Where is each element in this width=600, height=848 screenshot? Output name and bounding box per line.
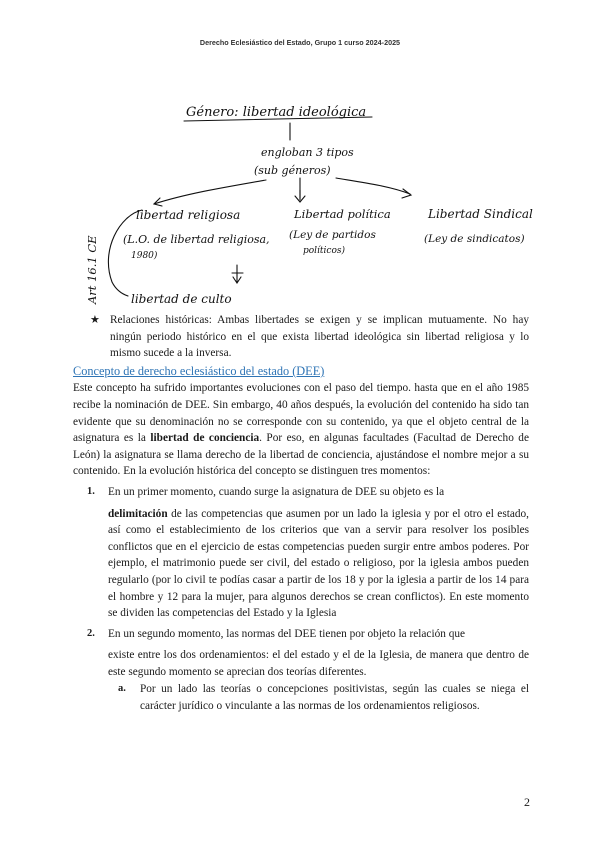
- list-item-text: de las competencias que asumen por un lado la iglesia y por el otro el estado, así como el establecimiento de los criterios que van a servir para resolver los posibles conflictos que en el ejercicio de estas competencias pueden surgir entre ambos poderes. Por ejemplo, el matrimonio puede ser civil, del estado o religioso, por la iglesia ambos pueden regularlo (por lo civil te podías casar a partir de los 18 y por la iglesia a partir de los 14 para el hombre y 12 para la mujer, para algunos derechos se crean conflictos). En este momento se dividen las competencias del Estado y la Iglesia: [108, 507, 529, 620]
- sub-list-item-letter: a.: [118, 683, 126, 695]
- intro-bold-term: libertad de conciencia: [150, 432, 260, 445]
- diagram-worship: libertad de culto: [131, 292, 232, 306]
- diagram-genus: Género: libertad ideológica: [186, 105, 367, 120]
- page-number: 2: [524, 795, 530, 809]
- diagram-religious-law: (L.O. de libertad religiosa,: [123, 233, 270, 246]
- list-item-number: 1.: [87, 485, 95, 497]
- list-item-text: existe entre los dos ordenamientos: el del estado y el de la Iglesia, de manera que dentro de este segundo momento se aprecian dos teorías diferentes.: [108, 649, 529, 678]
- diagram-article: Art 16.1 CE: [85, 235, 99, 304]
- list-item: [87, 484, 529, 622]
- diagram-religious: libertad religiosa: [136, 208, 241, 222]
- arrow-to-religious: [154, 180, 266, 204]
- main-content: [73, 312, 529, 715]
- diagram-subgenera: (sub géneros): [254, 164, 331, 177]
- diagram-political: Libertad política: [294, 207, 391, 221]
- list-item-first-line: En un primer momento, cuando surge la asignatura de DEE su objeto es la: [108, 485, 445, 498]
- sub-list-item-text: Por un lado las teorías o concepciones positivistas, según las cuales se niega el carácter jurídico o vinculante a las normas de los ordenamientos religiosos.: [140, 683, 529, 713]
- star-bullet-icon: ★: [90, 314, 100, 326]
- intro-part-b: . Por eso, en algunas facultades (Facultad de Derecho de León) la asignatura se llama derecho de la libertad de conciencia, ajustándose el nombre mejor a su contenido. En la evolución histórica del concepto se distinguen tres momentos:: [73, 432, 529, 478]
- diagram-union: Libertad Sindical: [428, 207, 533, 221]
- sub-list-item: [118, 681, 529, 714]
- list-item-number: 2.: [87, 627, 95, 639]
- document-header: Derecho Eclesiástico del Estado, Grupo 1 curso 2024-2025: [199, 38, 401, 47]
- list-item-first-line: En un segundo momento, las normas del DEE tienen por objeto la relación que: [108, 627, 466, 640]
- historical-relations-item: [73, 312, 529, 362]
- intro-part-a: Este concepto ha sufrido importantes evoluciones con el paso del tiempo. hasta que en el año 1985 recibe la nominación de DEE. Sin embargo, 40 años después, la evolución del contenido ha sido tan evidente que su denominación no se corresponde con su contenido, ya que el objeto central de la asignatura es la: [73, 382, 529, 445]
- handwritten-diagram: [0, 90, 600, 315]
- list-item: [87, 626, 529, 715]
- diagram-religious-year: 1980): [131, 251, 158, 261]
- diagram-political-law-2: políticos): [303, 246, 346, 256]
- arrow-to-union: [336, 178, 410, 194]
- list-item-bold: delimitación: [108, 507, 168, 520]
- section-title: Concepto de derecho eclesiástico del estado (DEE): [73, 363, 325, 378]
- diagram-encompasses: engloban 3 tipos: [261, 146, 354, 159]
- diagram-union-law: (Ley de sindicatos): [424, 233, 525, 245]
- section-intro: [73, 380, 529, 480]
- historical-relations-text: Relaciones históricas: Ambas libertades se exigen y se implican mutuamente. No hay ningún periodo histórico en el que exista libertad ideológica sin libertad religiosa y lo mismo sucede a la inversa.: [110, 314, 529, 360]
- diagram-political-law: (Ley de partidos: [289, 229, 376, 241]
- arrow-head-union: [402, 189, 411, 198]
